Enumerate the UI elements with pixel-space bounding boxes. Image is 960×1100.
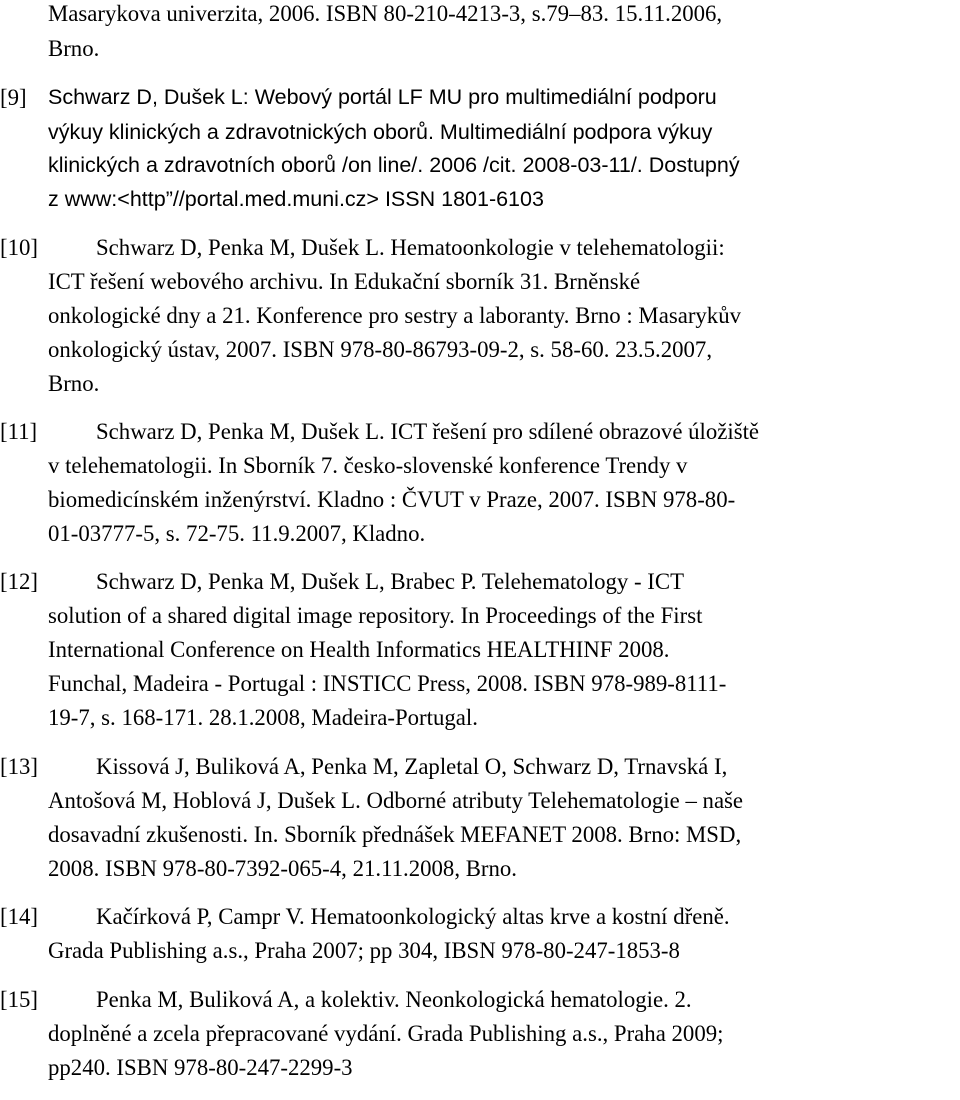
reference-line: Schwarz D, Penka M, Dušek L. Hematoonkologie v telehematologii:	[96, 235, 725, 260]
reference-line: Kačírková P, Campr V. Hematoonkologický altas krve a kostní dřeně.	[96, 904, 730, 929]
reference-line: Brno.	[48, 371, 100, 396]
reference-label: [14]	[0, 904, 38, 929]
reference-line: klinických a zdravotních oborů /on line/. 2006 /cit. 2008-03-11/. Dostupný	[48, 153, 740, 177]
reference-line: Schwarz D, Penka M, Dušek L, Brabec P. Telehematology - ICT	[96, 569, 685, 594]
reference-line: International Conference on Health Informatics HEALTHINF 2008.	[48, 637, 670, 662]
reference-line: v telehematologii. In Sborník 7. česko-slovenské konference Trendy v	[48, 453, 688, 478]
reference-line: Funchal, Madeira - Portugal : INSTICC Press, 2008. ISBN 978-989-8111-	[48, 671, 727, 696]
reference-line: solution of a shared digital image repository. In Proceedings of the First	[48, 603, 703, 628]
reference-line: biomedicínském inženýrství. Kladno : ČVUT v Praze, 2007. ISBN 978-80-	[48, 487, 736, 512]
reference-line: výkuy klinických a zdravotnických oborů. Multimediální podpora výkuy	[48, 120, 713, 144]
reference-line: 2008. ISBN 978-80-7392-065-4, 21.11.2008, Brno.	[48, 856, 518, 881]
reference-line: Grada Publishing a.s., Praha 2007; pp 304, IBSN 978-80-247-1853-8	[48, 938, 680, 963]
reference-line: onkologické dny a 21. Konference pro sestry a laboranty. Brno : Masarykův	[48, 303, 742, 328]
reference-line: Antošová M, Hoblová J, Dušek L. Odborné atributy Telehematologie – naše	[48, 788, 744, 813]
reference-label: [13]	[0, 754, 38, 779]
reference-label: [15]	[0, 987, 38, 1012]
reference-label: [12]	[0, 569, 38, 594]
reference-line: dosavadní zkušenosti. In. Sborník přednášek MEFANET 2008. Brno: MSD,	[48, 822, 742, 847]
reference-line: onkologický ústav, 2007. ISBN 978-80-86793-09-2, s. 58-60. 23.5.2007,	[48, 337, 713, 362]
reference-line: z www:<http”//portal.med.muni.cz> ISSN 1801-6103	[48, 187, 544, 211]
reference-line: Kissová J, Buliková A, Penka M, Zapletal O, Schwarz D, Trnavská I,	[96, 754, 728, 779]
reference-line: Penka M, Buliková A, a kolektiv. Neonkologická hematologie. 2.	[96, 987, 692, 1012]
reference-label: [11]	[0, 419, 38, 444]
reference-line: Schwarz D, Penka M, Dušek L. ICT řešení pro sdílené obrazové úložiště	[96, 419, 760, 444]
reference-line: doplněné a zcela přepracované vydání. Grada Publishing a.s., Praha 2009;	[48, 1021, 724, 1046]
reference-label: [9]	[0, 85, 27, 110]
reference-line: Masarykova univerzita, 2006. ISBN 80-210-4213-3, s.79–83. 15.11.2006,	[48, 1, 723, 26]
reference-line: 19-7, s. 168-171. 28.1.2008, Madeira-Portugal.	[48, 705, 478, 730]
reference-line: ICT řešení webového archivu. In Edukační sborník 31. Brněnské	[48, 269, 641, 294]
reference-line: Brno.	[48, 36, 100, 61]
reference-line: 01-03777-5, s. 72-75. 11.9.2007, Kladno.	[48, 521, 426, 546]
reference-line: pp240. ISBN 978-80-247-2299-3	[48, 1055, 353, 1080]
reference-line: Schwarz D, Dušek L: Webový portál LF MU pro multimediální podporu	[48, 85, 717, 109]
reference-label: [10]	[0, 235, 38, 260]
